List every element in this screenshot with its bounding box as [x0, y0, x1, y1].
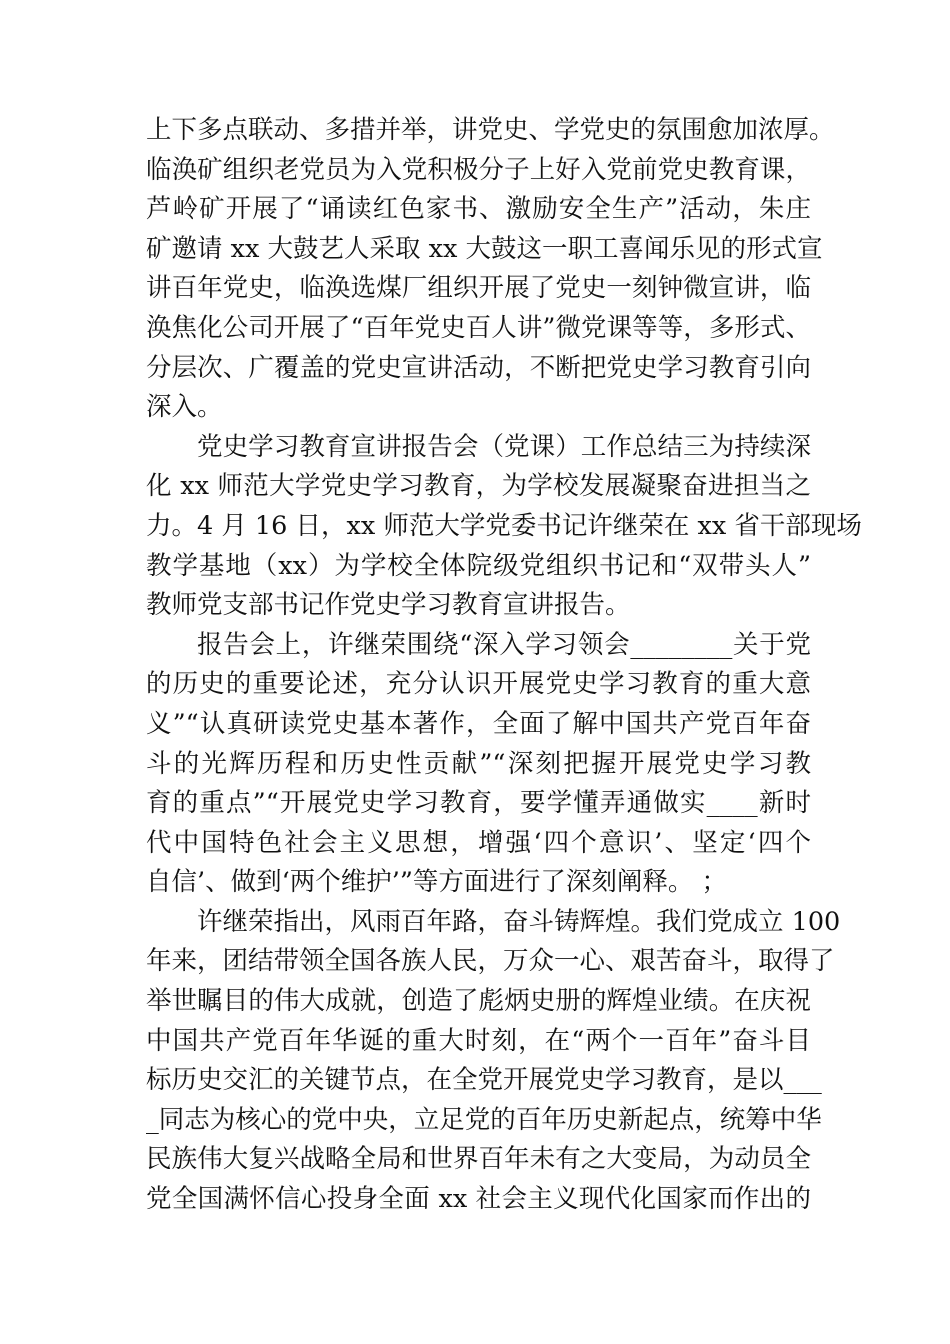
text-line: 民族伟大复兴战略全局和世界百年未有之大变局，为动员全	[146, 1144, 811, 1175]
text-line: 党全国满怀信心投身全面 xx 社会主义现代化国家而作出的	[146, 1184, 811, 1215]
text-line: 义”“认真研读党史基本著作，全面了解中国共产党百年奋	[146, 708, 811, 739]
body-text	[146, 111, 862, 1220]
text-line: 的历史的重要论述，充分认识开展党史学习教育的重大意	[146, 669, 811, 700]
text-line: 教师党支部书记作党史学习教育宣讲报告。	[146, 590, 631, 621]
text-line: 党史学习教育宣讲报告会（党课）工作总结三为持续深	[197, 431, 811, 462]
text-line: 代中国特色社会主义思想，增强‘四个意识’、坚定‘四个	[146, 827, 811, 858]
text-line: 分层次、广覆盖的党史宣讲活动，不断把党史学习教育引向	[146, 352, 811, 383]
text-line: 深入。	[146, 392, 223, 423]
text-line: 讲百年党史，临涣选煤厂组织开展了党史一刻钟微宣讲，临	[146, 273, 811, 304]
paragraph-1	[146, 111, 835, 428]
text-line: 芦岭矿开展了“诵读红色家书、激励安全生产”活动，朱庄	[146, 194, 811, 225]
text-line: 标历史交汇的关键节点，在全党开展党史学习教育，是以___	[146, 1065, 822, 1096]
paragraph-4	[146, 903, 841, 1220]
paragraph-2	[146, 428, 862, 626]
text-line: 上下多点联动、多措并举，讲党史、学党史的氛围愈加浓厚。	[146, 115, 835, 145]
text-line: 斗的光辉历程和历史性贡献”“深刻把握开展党史学习教	[146, 748, 811, 779]
text-line: 临涣矿组织老党员为入党积极分子上好入党前党史教育课，	[146, 154, 811, 185]
text-line: 许继荣指出，风雨百年路，奋斗铸辉煌。我们党成立 100	[197, 906, 841, 937]
text-line: 自信’、做到‘两个维护’”等方面进行了深刻阐释。 ；	[146, 867, 727, 898]
text-line: 中国共产党百年华诞的重大时刻，在“两个一百年”奋斗目	[146, 1025, 811, 1056]
text-line: 育的重点”“开展党史学习教育，要学懂弄通做实____新时	[146, 788, 811, 819]
text-line: 教学基地（xx）为学校全体院级党组织书记和“双带头人”	[146, 550, 811, 581]
paragraph-3	[146, 626, 811, 903]
text-line: 矿邀请 xx 大鼓艺人采取 xx 大鼓这一职工喜闻乐见的形式宣	[146, 233, 823, 264]
text-line: 化 xx 师范大学党史学习教育，为学校发展凝聚奋进担当之	[146, 471, 811, 502]
text-line: 力。4 月 16 日，xx 师范大学党委书记许继荣在 xx 省干部现场	[146, 510, 862, 541]
text-line: 年来，团结带领全国各族人民，万众一心、艰苦奋斗，取得了	[146, 946, 835, 977]
text-line: _同志为核心的党中央，立足党的百年历史新起点，统筹中华	[146, 1104, 822, 1135]
text-line: 涣焦化公司开展了“百年党史百人讲”微党课等等，多形式、	[146, 312, 811, 343]
text-line: 举世瞩目的伟大成就，创造了彪炳史册的辉煌业绩。在庆祝	[146, 986, 811, 1017]
text-line: 报告会上，许继荣围绕“深入学习领会________关于党	[197, 629, 811, 660]
